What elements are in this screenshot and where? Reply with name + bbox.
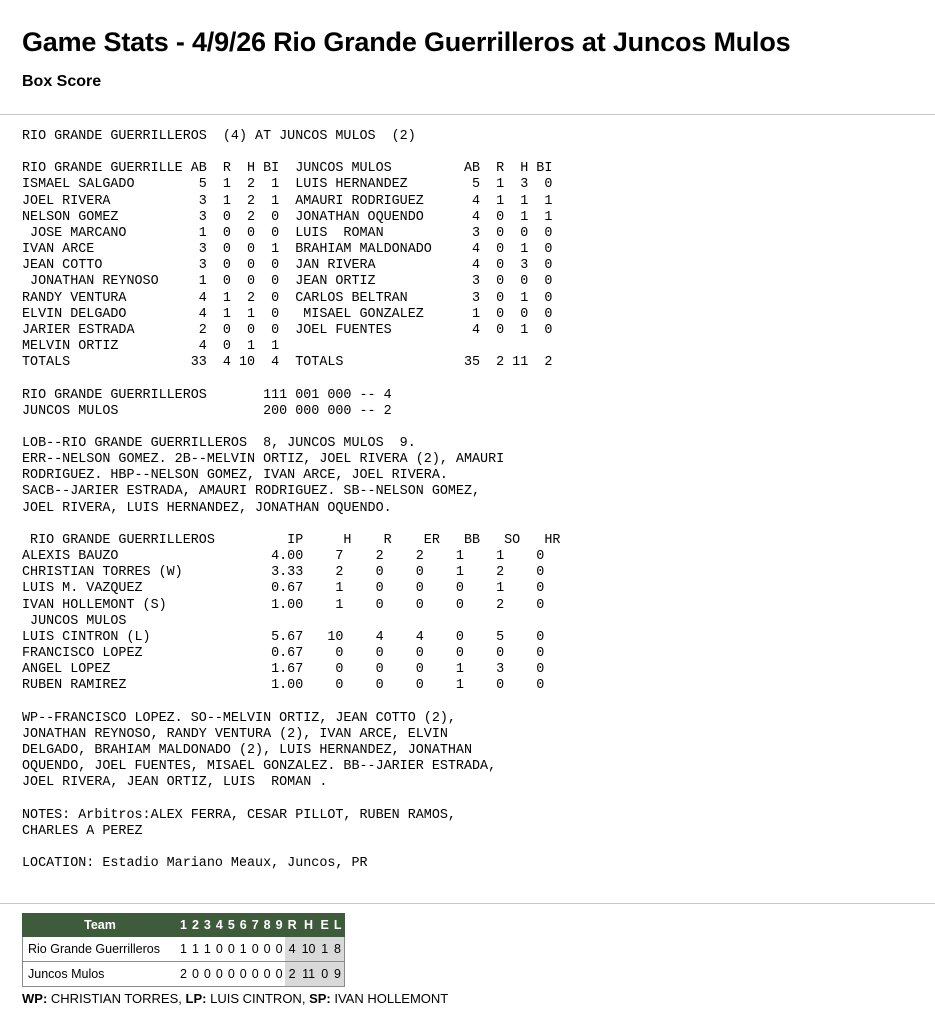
sp-label: SP: — [309, 991, 331, 1006]
lob-total-cell: 9 — [331, 962, 344, 987]
inning-cell: 1 — [201, 937, 213, 962]
linescore-table — [22, 913, 345, 987]
wp-value: CHRISTIAN TORRES — [50, 991, 179, 1006]
header-cell-inning-2: 2 — [189, 914, 201, 937]
hits-total-cell: 10 — [299, 937, 318, 962]
errors-total-cell: 1 — [318, 937, 331, 962]
inning-cell: 1 — [178, 937, 190, 962]
page — [0, 0, 935, 92]
header-cell-inning-1: 1 — [178, 914, 190, 937]
table-row — [23, 937, 345, 962]
linescore-header-row — [23, 914, 345, 937]
inning-cell: 0 — [225, 962, 237, 987]
box-score-text: RIO GRANDE GUERRILLEROS (4) AT JUNCOS MULOS (2) RIO GRANDE GUERRILLE AB R H BI JUNCOS MULOS AB R H BI ISMAEL SALGADO 5 1 2 1 LUIS HERNANDEZ 5 1 3 0 JOEL RIVERA 3 1 2 1 AMAURI RODRIGUEZ 4 1 1 1 NELSON GOMEZ 3 0 2 0 JONATHAN OQUENDO 4 0 1 1 JOSE MARCANO 1 0 0 0 LUIS ROMAN 3 0 0 0 IVAN ARCE 3 0 0 1 BRAHIAM MALDONADO 4 0 1 0 JEAN COTTO 3 0 0 0 JAN RIVERA 4 0 3 0 JONATHAN REYNOSO 1 0 0 0 JEAN ORTIZ 3 0 0 0 RANDY VENTURA 4 1 2 0 CARLOS BELTRAN 3 0 1 0 ELVIN DELGADO 4 1 1 0 MISAEL GONZALEZ 1 0 0 0 JARIER ESTRADA 2 0 0 0 JOEL FUENTES 4 0 1 0 MELVIN ORTIZ 4 0 1 1 TOTALS 33 4 10 4 TOTALS 35 2 11 2 RIO GRANDE GUERRILLEROS 111 001 000 -- 4 JUNCOS MULOS 200 000 000 -- 2 LOB--RIO GRANDE GUERRILLEROS 8, JUNCOS MULOS 9. ERR--NELSON GOMEZ. 2B--MELVIN ORTIZ, JOEL RIVERA (2), AMAURI RODRIGUEZ. HBP--NELSON GOMEZ, IVAN ARCE, JOEL RIVERA. SACB--JARIER ESTRADA, AMAURI RODRIGUEZ. SB--NELSON GOMEZ, JOEL RIVERA, LUIS HERNANDEZ, JONATHAN OQUENDO. RIO GRANDE GUERRILLEROS IP H R ER BB SO HR ALEXIS BAUZO 4.00 7 2 2 1 1 0 CHRISTIAN TORRES (W) 3.33 2 0 0 1 2 0 LUIS M. VAZQUEZ 0.67 1 0 0 0 1 0 IVAN HOLLEMONT (S) 1.00 1 0 0 0 2 0 JUNCOS MULOS LUIS CINTRON (L) 5.67 10 4 4 0 5 0 FRANCISCO LOPEZ 0.67 0 0 0 0 0 0 ANGEL LOPEZ 1.67 0 0 0 1 3 0 RUBEN RAMIREZ 1.00 0 0 0 1 0 0 WP--FRANCISCO LOPEZ. SO--MELVIN ORTIZ, JEAN COTTO (2), JONATHAN REYNOSO, RANDY VENTURA (2), IVAN ARCE, ELVIN DELGADO, BRAHIAM MALDONADO (2), LUIS HERNANDEZ, JONATHAN OQUENDO, JOEL FUENTES, MISAEL GONZALEZ. BB--JARIER ESTRADA, JOEL RIVERA, JEAN ORTIZ, LUIS ROMAN . NOTES: Arbitros:ALEX FERRA, CESAR PILLOT, RUBEN RAMOS, CHARLES A PEREZ LOCATION: Estadio Mariano Meaux, Juncos, PR — [22, 129, 561, 872]
page-title: Game Stats - 4/9/26 Rio Grande Guerrilleros at Juncos Mulos — [22, 27, 791, 57]
lob-total-cell: 8 — [331, 937, 344, 962]
header-cell-inning-3: 3 — [201, 914, 213, 937]
inning-cell: 0 — [273, 962, 285, 987]
runs-total-cell: 4 — [285, 937, 299, 962]
inning-cell: 0 — [213, 962, 225, 987]
inning-cell: 0 — [273, 937, 285, 962]
header-cell-inning-9: 9 — [273, 914, 285, 937]
errors-total-cell: 0 — [318, 962, 331, 987]
header-cell-inning-7: 7 — [249, 914, 261, 937]
divider-bottom — [0, 903, 935, 904]
header-cell-team: Team — [23, 914, 178, 937]
pitching-decisions: WP: CHRISTIAN TORRES, LP: LUIS CINTRON, SP: IVAN HOLLEMONT — [22, 991, 449, 1006]
header-cell-inning-8: 8 — [261, 914, 273, 937]
inning-cell: 0 — [201, 962, 213, 987]
sp-value: IVAN HOLLEMONT — [334, 991, 449, 1006]
table-row — [23, 962, 345, 987]
inning-cell: 0 — [213, 937, 225, 962]
inning-cell: 0 — [249, 962, 261, 987]
header-cell-lob: L — [331, 914, 344, 937]
wp-label: WP: — [22, 991, 48, 1006]
inning-cell: 0 — [261, 962, 273, 987]
inning-cell: 0 — [261, 937, 273, 962]
header-cell-inning-5: 5 — [225, 914, 237, 937]
inning-cell: 0 — [237, 962, 249, 987]
inning-cell: 0 — [189, 962, 201, 987]
lp-label: LP: — [185, 991, 207, 1006]
inning-cell: 1 — [237, 937, 249, 962]
inning-cell: 1 — [189, 937, 201, 962]
hits-total-cell: 11 — [299, 962, 318, 987]
inning-cell: 0 — [225, 937, 237, 962]
header-cell-inning-4: 4 — [213, 914, 225, 937]
page-subtitle: Box Score — [22, 73, 102, 90]
header-cell-errors: E — [318, 914, 331, 937]
lp-value: LUIS CINTRON — [210, 991, 302, 1006]
header-cell-hits: H — [299, 914, 318, 937]
runs-total-cell: 2 — [285, 962, 299, 987]
header-cell-inning-6: 6 — [237, 914, 249, 937]
inning-cell: 2 — [178, 962, 190, 987]
inning-cell: 0 — [249, 937, 261, 962]
divider-top — [0, 114, 935, 115]
team-name-cell: Rio Grande Guerrilleros — [23, 937, 178, 962]
header-cell-runs: R — [285, 914, 299, 937]
team-name-cell: Juncos Mulos — [23, 962, 178, 987]
